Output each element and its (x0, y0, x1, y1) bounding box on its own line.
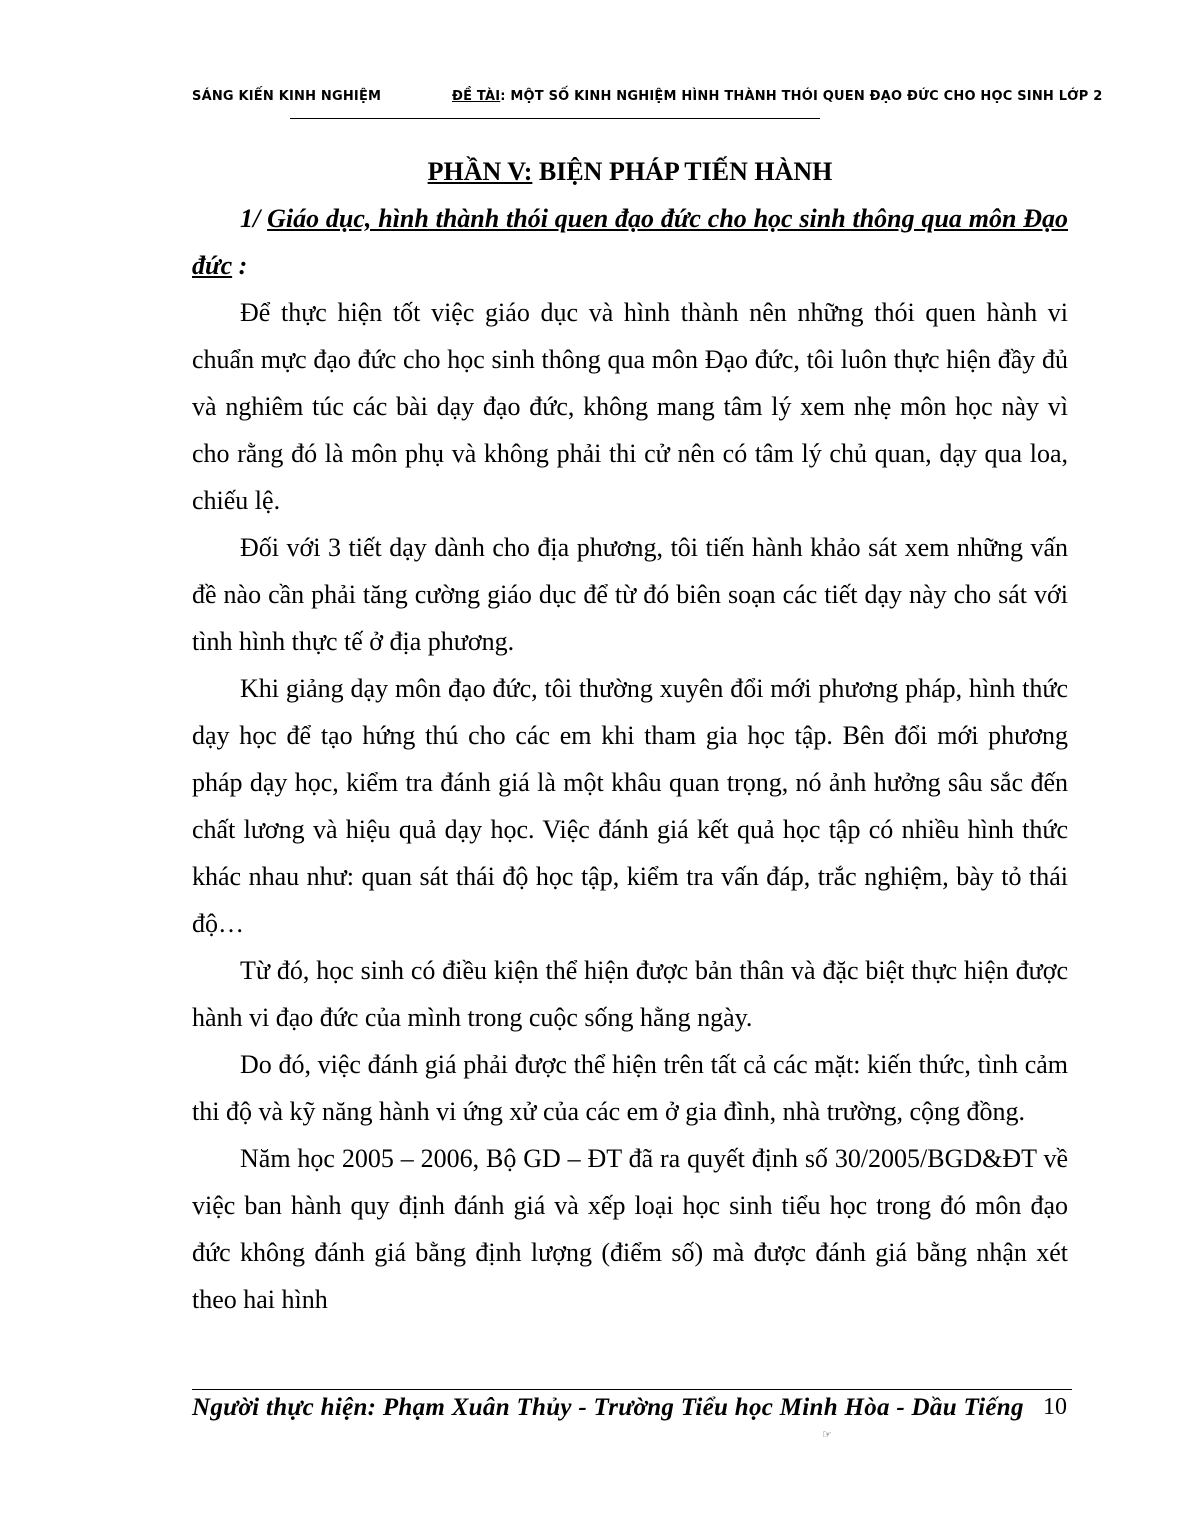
header-topic (452, 89, 1102, 104)
subheading (192, 195, 1068, 289)
paragraph-5: Do đó, việc đánh giá phải được thể hiện trên tất cả các mặt: kiến thức, tình cảm thi độ và kỹ năng hành vi ứng xử của các em ở gia đình, nhà trường, cộng đồng. (192, 1050, 1068, 1126)
header-rule (290, 118, 820, 119)
footer-author: Người thực hiện: Phạm Xuân Thủy - Trường Tiểu học Minh Hòa - Dầu Tiếng (192, 1394, 1024, 1421)
header-left: SÁNG KIẾN KINH NGHIỆM (192, 89, 382, 104)
page-body (192, 148, 1068, 1323)
paragraph-2: Đối với 3 tiết dạy dành cho địa phương, tôi tiến hành khảo sát xem những vấn đề nào cần phải tăng cường giáo dục để từ đó biên soạn các tiết dạy này cho sát với tình hình thực tế ở địa phương. (192, 533, 1068, 656)
page-title (192, 148, 1068, 195)
paragraph-6: Năm học 2005 – 2006, Bộ GD – ĐT đã ra quyết định số 30/2005/BGD&ĐT về việc ban hành quy định đánh giá và xếp loại học sinh tiểu học trong đó môn đạo đức không đánh giá bằng định lượng (điểm số) mà được đánh giá bằng nhận xét theo hai hình (192, 1144, 1068, 1314)
footer-rule (192, 1389, 1072, 1390)
subheading-suffix: : (232, 251, 248, 280)
subheading-text: Giáo dục, hình thành thói quen đạo đức cho học sinh thông qua môn Đạo đức (192, 204, 1068, 280)
paragraph-1: Để thực hiện tốt việc giáo dục và hình thành nên những thói quen hành vi chuẩn mực đạo đức cho học sinh thông qua môn Đạo đức, tôi luôn thực hiện đầy đủ và nghiêm túc các bài dạy đạo đức, không mang tâm lý xem nhẹ môn học này vì cho rằng đó là môn phụ và không phải thi cử nên có tâm lý chủ quan, dạy qua loa, chiếu lệ. (192, 298, 1068, 515)
title-part: PHẦN V: (427, 157, 533, 186)
subheading-number: 1/ (240, 204, 261, 233)
paragraph-3: Khi giảng dạy môn đạo đức, tôi thường xuyên đổi mới phương pháp, hình thức dạy học để tạo hứng thú cho các em khi tham gia học tập. Bên đổi mới phương pháp dạy học, kiểm tra đánh giá là một khâu quan trọng, nó ảnh hưởng sâu sắc đến chất lương và hiệu quả dạy học. Việc đánh giá kết quả học tập có nhiều hình thức khác nhau như: quan sát thái độ học tập, kiểm tra vấn đáp, trắc nghiệm, bày tỏ thái độ… (192, 674, 1068, 938)
header-topic-label: ĐỀ TÀI (452, 89, 501, 104)
page-number: 10 (1043, 1394, 1067, 1420)
title-text: BIỆN PHÁP TIẾN HÀNH (538, 157, 833, 186)
pointing-hand-icon: ☞ (822, 1428, 832, 1441)
header-topic-text: : MỘT SỐ KINH NGHIỆM HÌNH THÀNH THÓI QUEN ĐẠO ĐỨC CHO HỌC SINH LỚP 2 (500, 89, 1103, 104)
paragraph-4: Từ đó, học sinh có điều kiện thể hiện được bản thân và đặc biệt thực hiện được hành vi đạo đức của mình trong cuộc sống hằng ngày. (192, 956, 1068, 1032)
